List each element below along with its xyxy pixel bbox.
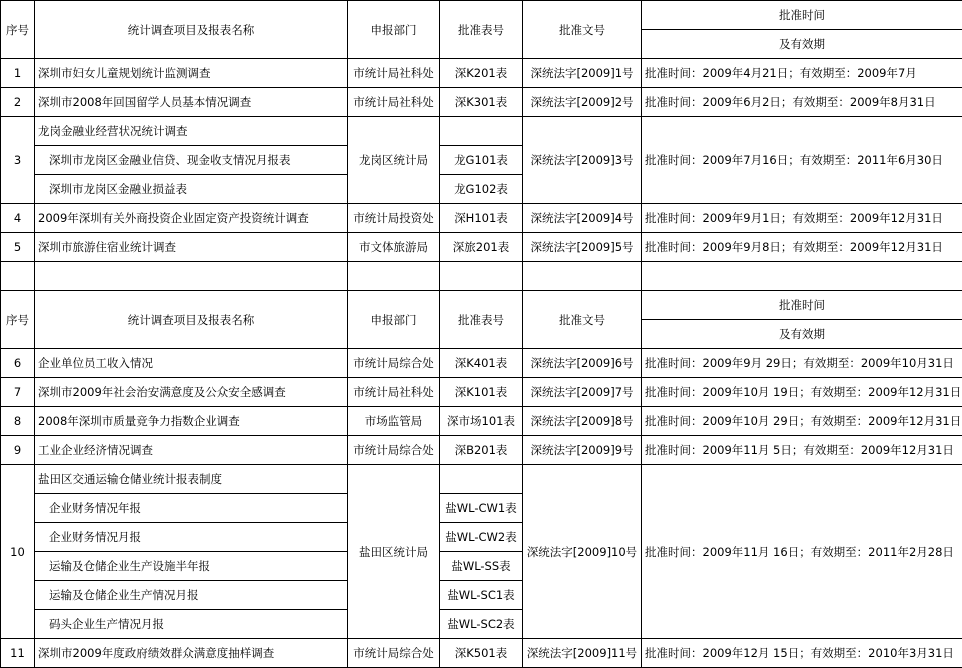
table-row [1, 378, 962, 407]
row-form: 盐WL-SC1表 [440, 581, 523, 610]
header-dept: 申报部门 [348, 291, 440, 349]
row-form: 龙G102表 [440, 175, 523, 204]
row-dept: 盐田区统计局 [348, 465, 440, 639]
row-seq: 2 [1, 88, 35, 117]
row-doc: 深统法字[2009]7号 [523, 378, 642, 407]
row-seq: 6 [1, 349, 35, 378]
row-dept: 市统计局社科处 [348, 88, 440, 117]
row-doc: 深统法字[2009]8号 [523, 407, 642, 436]
header-doc: 批准文号 [523, 291, 642, 349]
row-seq: 4 [1, 204, 35, 233]
row-name: 盐田区交通运输仓储业统计报表制度 [35, 465, 348, 494]
table-row [1, 407, 962, 436]
table-row [1, 88, 962, 117]
row-name: 深圳市2009年度政府绩效群众满意度抽样调查 [35, 639, 348, 668]
row-name: 2009年深圳有关外商投资企业固定资产投资统计调查 [35, 204, 348, 233]
row-name: 深圳市旅游住宿业统计调查 [35, 233, 348, 262]
row-doc: 深统法字[2009]2号 [523, 88, 642, 117]
header-seq: 序号 [1, 1, 35, 59]
row-dept: 市统计局社科处 [348, 59, 440, 88]
row-seq: 5 [1, 233, 35, 262]
row-subname: 企业财务情况年报 [35, 494, 348, 523]
row-subname: 运输及仓储企业生产设施半年报 [35, 552, 348, 581]
header-row-1 [1, 1, 962, 30]
row-seq: 3 [1, 117, 35, 204]
row-time: 批准时间：2009年7月16日；有效期至：2011年6月30日 [642, 117, 962, 204]
header-time-top: 批准时间 [642, 1, 962, 30]
row-form: 深K301表 [440, 88, 523, 117]
row-seq: 1 [1, 59, 35, 88]
table-row [1, 465, 962, 494]
table-row [1, 349, 962, 378]
header-doc: 批准文号 [523, 1, 642, 59]
row-name: 2008年深圳市质量竞争力指数企业调查 [35, 407, 348, 436]
header-time-top: 批准时间 [642, 291, 962, 320]
row-dept: 市统计局综合处 [348, 639, 440, 668]
row-form: 盐WL-CW2表 [440, 523, 523, 552]
row-time: 批准时间：2009年9月1日；有效期至：2009年12月31日 [642, 204, 962, 233]
row-form: 龙G101表 [440, 146, 523, 175]
table-row [1, 59, 962, 88]
row-form: 深K501表 [440, 639, 523, 668]
row-time: 批准时间：2009年9月 29日；有效期至：2009年10月31日 [642, 349, 962, 378]
row-form-empty [440, 117, 523, 146]
header-time-bottom: 及有效期 [642, 320, 962, 349]
row-time: 批准时间：2009年11月 5日；有效期至：2009年12月31日 [642, 436, 962, 465]
row-dept: 市文体旅游局 [348, 233, 440, 262]
row-seq: 9 [1, 436, 35, 465]
row-form: 深市场101表 [440, 407, 523, 436]
row-seq: 7 [1, 378, 35, 407]
row-doc: 深统法字[2009]9号 [523, 436, 642, 465]
table-row [1, 436, 962, 465]
row-time: 批准时间：2009年12月 15日；有效期至：2010年3月31日 [642, 639, 962, 668]
row-dept: 市统计局社科处 [348, 378, 440, 407]
table-row [1, 233, 962, 262]
row-dept: 龙岗区统计局 [348, 117, 440, 204]
row-form-empty [440, 465, 523, 494]
row-time: 批准时间：2009年11月 16日；有效期至：2011年2月28日 [642, 465, 962, 639]
table-row [1, 639, 962, 668]
header-dept: 申报部门 [348, 1, 440, 59]
row-seq: 8 [1, 407, 35, 436]
row-dept: 市场监管局 [348, 407, 440, 436]
row-form: 深K201表 [440, 59, 523, 88]
header-form: 批准表号 [440, 291, 523, 349]
row-time: 批准时间：2009年10月 19日；有效期至：2009年12月31日 [642, 378, 962, 407]
row-subname: 企业财务情况月报 [35, 523, 348, 552]
row-name: 企业单位员工收入情况 [35, 349, 348, 378]
row-name: 深圳市妇女儿童规划统计监测调查 [35, 59, 348, 88]
row-form: 深K401表 [440, 349, 523, 378]
row-doc: 深统法字[2009]1号 [523, 59, 642, 88]
row-form: 深H101表 [440, 204, 523, 233]
row-dept: 市统计局综合处 [348, 436, 440, 465]
row-doc: 深统法字[2009]11号 [523, 639, 642, 668]
row-doc: 深统法字[2009]5号 [523, 233, 642, 262]
row-subname: 深圳市龙岗区金融业损益表 [35, 175, 348, 204]
separator-row [1, 262, 962, 291]
row-dept: 市统计局投资处 [348, 204, 440, 233]
row-subname: 码头企业生产情况月报 [35, 610, 348, 639]
row-form: 深K101表 [440, 378, 523, 407]
header-name: 统计调查项目及报表名称 [35, 1, 348, 59]
row-subname: 运输及仓储企业生产情况月报 [35, 581, 348, 610]
row-form: 盐WL-CW1表 [440, 494, 523, 523]
row-seq: 10 [1, 465, 35, 639]
row-form: 深旅201表 [440, 233, 523, 262]
row-form: 深B201表 [440, 436, 523, 465]
row-dept: 市统计局综合处 [348, 349, 440, 378]
row-name: 龙岗金融业经营状况统计调查 [35, 117, 348, 146]
header-row-2 [1, 291, 962, 320]
row-doc: 深统法字[2009]10号 [523, 465, 642, 639]
row-doc: 深统法字[2009]4号 [523, 204, 642, 233]
row-name: 深圳市2008年回国留学人员基本情况调查 [35, 88, 348, 117]
row-seq: 11 [1, 639, 35, 668]
table-row [1, 117, 962, 146]
header-seq: 序号 [1, 291, 35, 349]
row-time: 批准时间：2009年10月 29日；有效期至：2009年12月31日 [642, 407, 962, 436]
row-name: 深圳市2009年社会治安满意度及公众安全感调查 [35, 378, 348, 407]
header-form: 批准表号 [440, 1, 523, 59]
row-subname: 深圳市龙岗区金融业信贷、现金收支情况月报表 [35, 146, 348, 175]
row-time: 批准时间：2009年9月8日；有效期至：2009年12月31日 [642, 233, 962, 262]
table-row [1, 204, 962, 233]
header-name: 统计调查项目及报表名称 [35, 291, 348, 349]
row-form: 盐WL-SS表 [440, 552, 523, 581]
row-doc: 深统法字[2009]6号 [523, 349, 642, 378]
row-name: 工业企业经济情况调查 [35, 436, 348, 465]
header-time-bottom: 及有效期 [642, 30, 962, 59]
row-time: 批准时间：2009年6月2日；有效期至：2009年8月31日 [642, 88, 962, 117]
row-doc: 深统法字[2009]3号 [523, 117, 642, 204]
row-form: 盐WL-SC2表 [440, 610, 523, 639]
row-time: 批准时间：2009年4月21日；有效期至：2009年7月 [642, 59, 962, 88]
